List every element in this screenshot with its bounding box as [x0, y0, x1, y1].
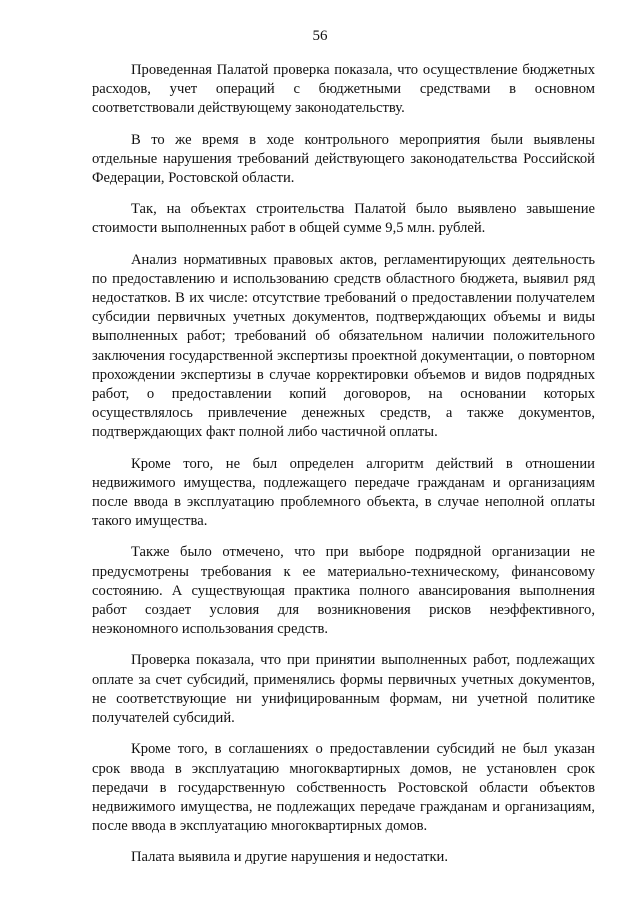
paragraph: Палата выявила и другие нарушения и недостатки. — [131, 849, 449, 866]
paragraph: Анализ нормативных правовых актов, регламентирующих деятельность по предоставлению и использованию средств областного бюджета, выявил ряд недостатков. В их числе: отсутствие требований о предоставлении получателем субсидии первичных учетных документов, подтверждающих объемы и виды выполненных работ; требований об обязательном наличии положительного заключения государственной экспертизы проектной документации, о повторном прохождении экспертизы в случае корректировки объемов и видов подрядных работ, о предоставлении копий договоров, на основании которых осуществлялось привлечение денежных средств, а также документов, подтверждающих факт полной либо частичной оплаты. — [92, 251, 595, 441]
paragraph: Также было отмечено, что при выборе подрядной организации не предусмотрены требования к ее материально-техническому, финансовому состоянию. А существующая практика полного авансирования выполнения работ создает условия для возникновения рисков неэффективного, неэкономного использования средств. — [92, 544, 595, 638]
page-number: 56 — [312, 28, 328, 44]
paragraph: Проведенная Палатой проверка показала, что осуществление бюджетных расходов, учет операций с бюджетными средствами в основном соответствовали действующему законодательству. — [92, 62, 595, 117]
paragraph: Кроме того, в соглашениях о предоставлении субсидий не был указан срок ввода в эксплуатацию многоквартирных домов, не установлен срок передачи в государственную собственность Ростовской области объектов недвижимого имущества, не подлежащих передаче гражданам и организациям, после ввода в эксплуатацию многоквартирных домов. — [92, 741, 595, 835]
paragraph: Проверка показала, что при принятии выполненных работ, подлежащих оплате за счет субсидий, применялись формы первичных учетных документов, не соответствующие ни унифицированным формам, ни учетной политике получателей субсидий. — [92, 652, 595, 727]
document-body — [92, 61, 595, 880]
paragraph: Кроме того, не был определен алгоритм действий в отношении недвижимого имущества, подлежащего передаче гражданам и организациям после ввода в эксплуатацию проблемного объекта, в случае неполной оплаты такого имущества. — [92, 455, 595, 530]
paragraph: Так, на объектах строительства Палатой было выявлено завышение стоимости выполненных работ в общей сумме 9,5 млн. рублей. — [92, 201, 595, 237]
paragraph: В то же время в ходе контрольного мероприятия были выявлены отдельные нарушения требований действующего законодательства Российской Федерации, Ростовской области. — [92, 131, 595, 187]
